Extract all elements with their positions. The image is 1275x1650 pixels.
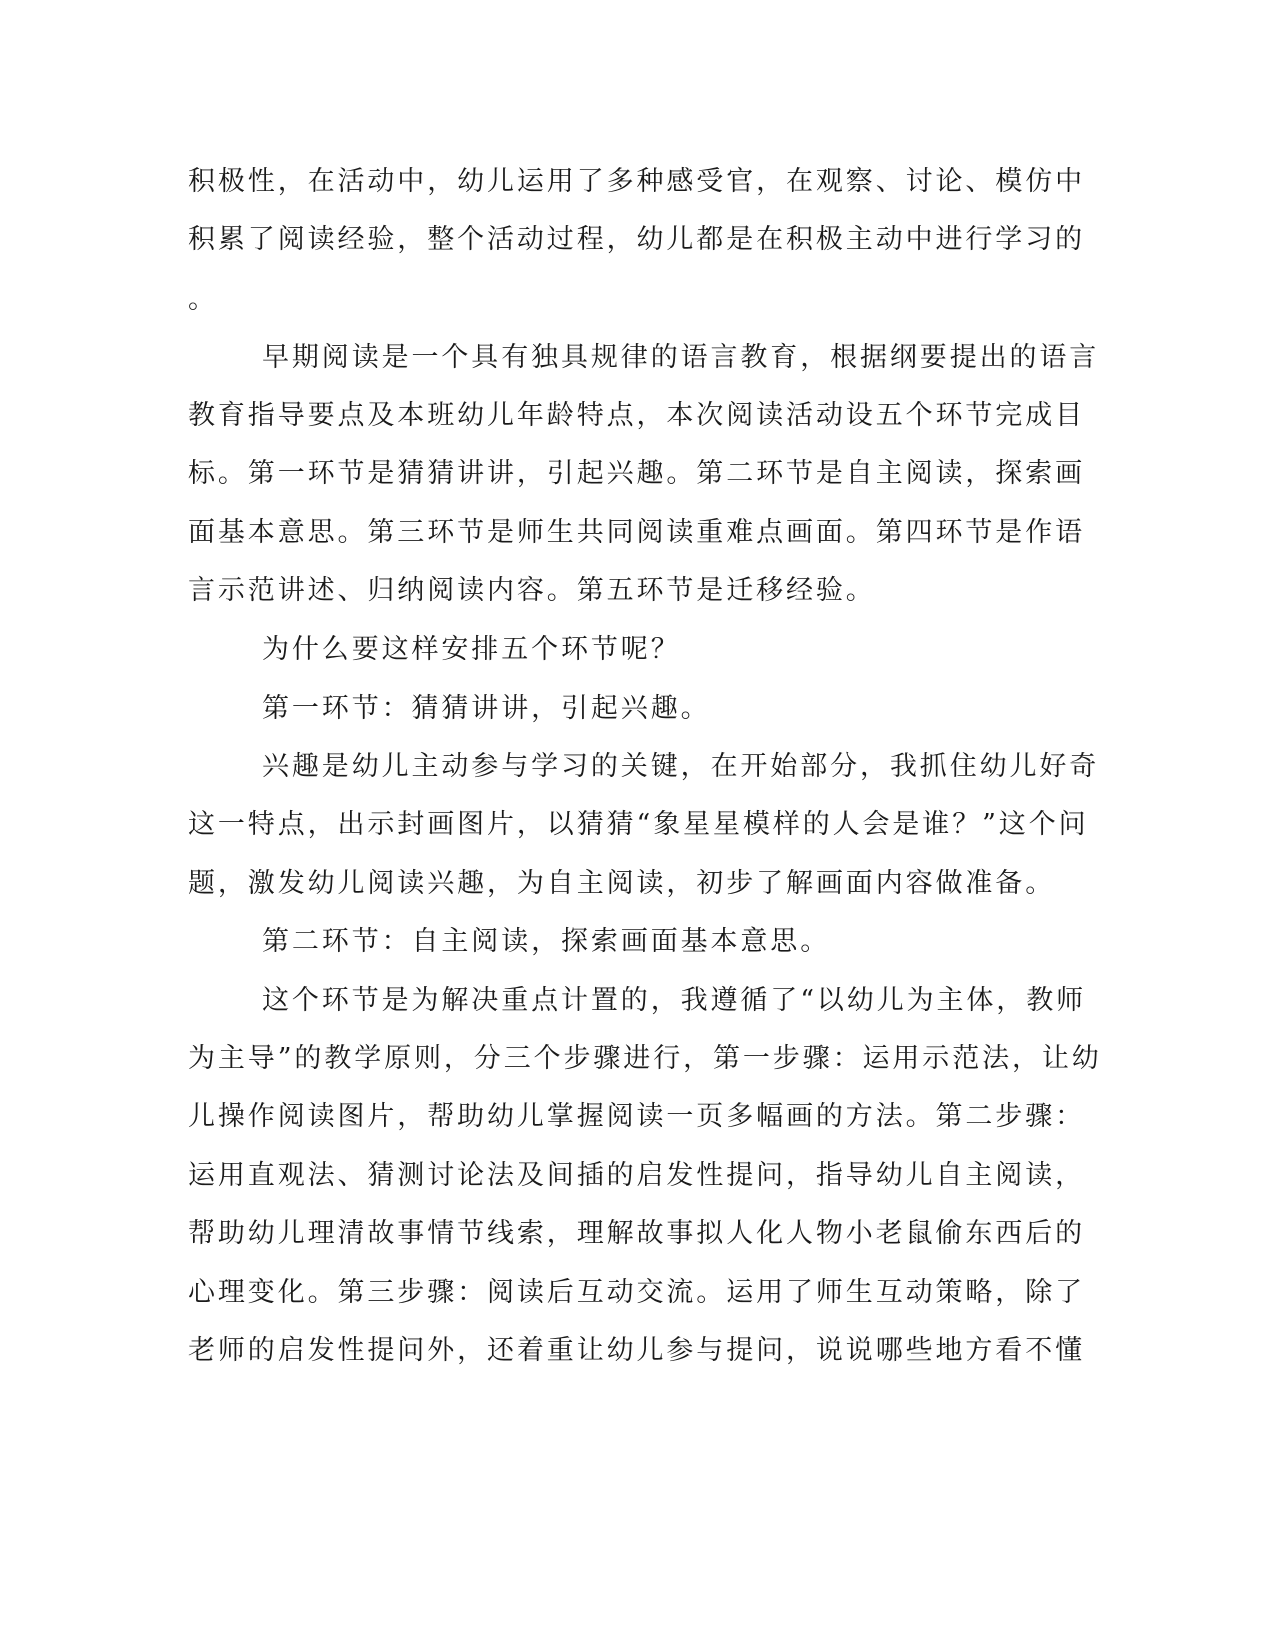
text-line: 积极性，在活动中，幼儿运用了多种感受官，在观察、讨论、模仿中 xyxy=(188,166,1085,197)
section-heading-line: 第二环节：自主阅读，探索画面基本意思。 xyxy=(262,926,831,957)
text-line: 面基本意思。第三环节是师生共同阅读重难点画面。第四环节是作语 xyxy=(188,517,1085,548)
text-line: 积累了阅读经验，整个活动过程，幼儿都是在积极主动中进行学习的 xyxy=(188,224,1085,255)
text-line: 老师的启发性提问外，还着重让幼儿参与提问，说说哪些地方看不懂 xyxy=(188,1335,1085,1366)
text-line: 心理变化。第三步骤：阅读后互动交流。运用了师生互动策略，除了 xyxy=(188,1277,1085,1308)
text-line: 这一特点，出示封画图片，以猜猜“象星星模样的人会是谁？”这个问 xyxy=(188,809,1089,840)
paragraph-start-line: 这个环节是为解决重点计置的，我遵循了“以幼儿为主体，教师 xyxy=(262,985,1087,1016)
text-line: 帮助幼儿理清故事情节线索，理解故事拟人化人物小老鼠偷东西后的 xyxy=(188,1218,1085,1249)
paragraph-start-line: 为什么要这样安排五个环节呢？ xyxy=(262,634,681,665)
text-line: 为主导”的教学原则，分三个步骤进行，第一步骤：运用示范法，让幼 xyxy=(188,1043,1102,1074)
text-line: 言示范讲述、归纳阅读内容。第五环节是迁移经验。 xyxy=(188,575,876,606)
text-line: 。 xyxy=(188,284,218,315)
text-line: 标。第一环节是猜猜讲讲，引起兴趣。第二环节是自主阅读，探索画 xyxy=(188,458,1085,489)
paragraph-start-line: 早期阅读是一个具有独具规律的语言教育，根据纲要提出的语言 xyxy=(262,342,1100,373)
text-line: 运用直观法、猜测讨论法及间插的启发性提问，指导幼儿自主阅读， xyxy=(188,1160,1085,1191)
text-line: 教育指导要点及本班幼儿年龄特点，本次阅读活动设五个环节完成目 xyxy=(188,400,1085,431)
text-line: 儿操作阅读图片，帮助幼儿掌握阅读一页多幅画的方法。第二步骤： xyxy=(188,1101,1085,1132)
paragraph-start-line: 兴趣是幼儿主动参与学习的关键，在开始部分，我抓住幼儿好奇 xyxy=(262,751,1100,782)
section-heading-line: 第一环节：猜猜讲讲，引起兴趣。 xyxy=(262,693,711,724)
text-line: 题，激发幼儿阅读兴趣，为自主阅读，初步了解画面内容做准备。 xyxy=(188,868,1056,899)
